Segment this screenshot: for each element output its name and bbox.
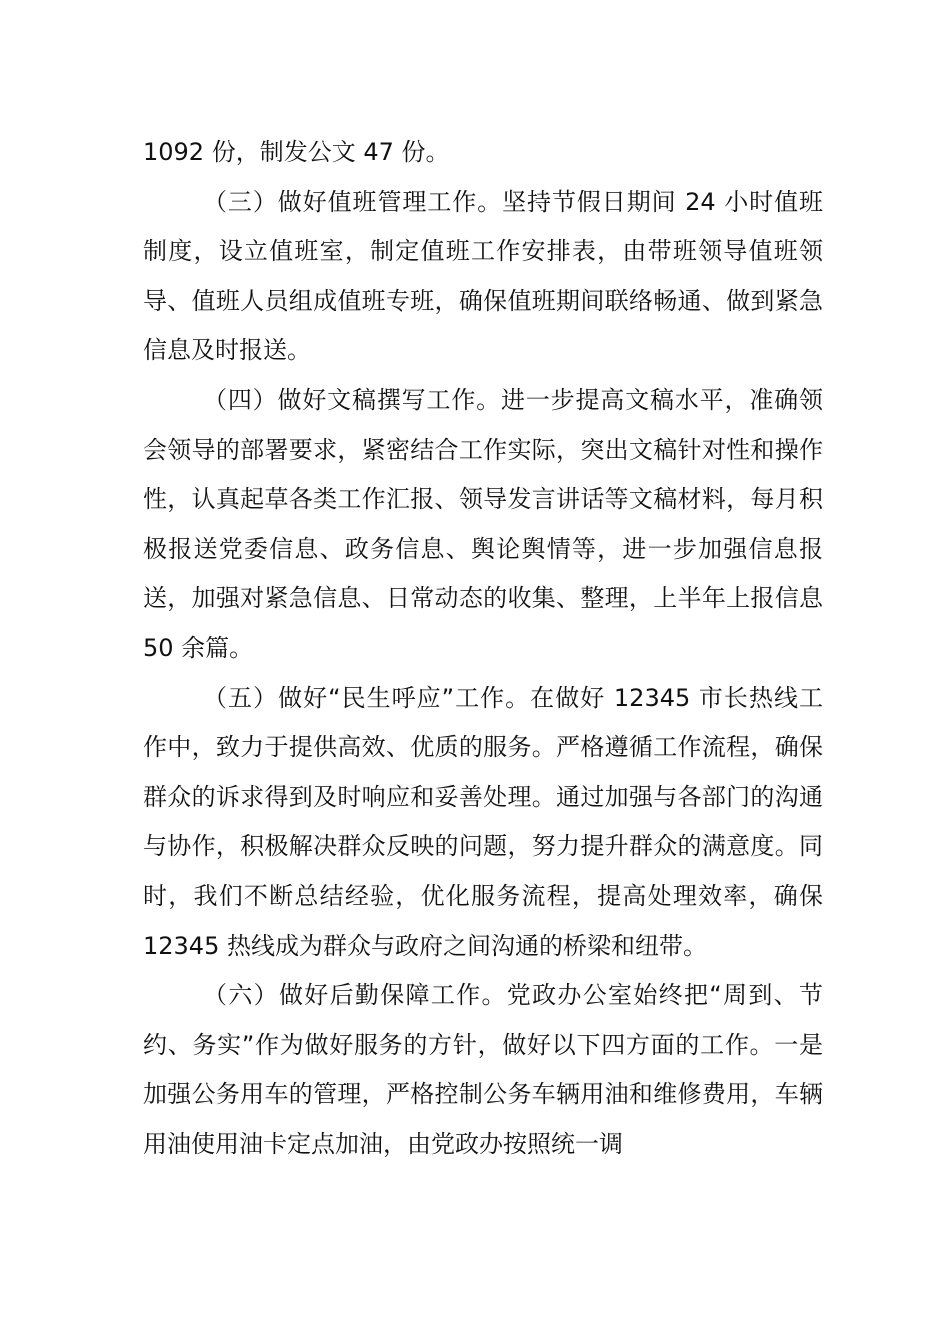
document-body xyxy=(143,128,823,1169)
paragraph-continuation: 1092 份，制发公文 47 份。 xyxy=(143,138,450,166)
paragraph-public-response: （五）做好“民生呼应”工作。在做好 12345 市长热线工作中，致力于提供高效、优质的服务。严格遵循工作流程，确保群众的诉求得到及时响应和妥善处理。通过加强与各部门的沟通与协作，积极解决群众反映的问题，努力提升群众的满意度。同时，我们不断总结经验，优化服务流程，提高处理效率，确保 12345 热线成为群众与政府之间沟通的桥梁和纽带。 xyxy=(143,683,823,960)
paragraph-duty-management: （三）做好值班管理工作。坚持节假日期间 24 小时值班制度，设立值班室，制定值班工作安排表，由带班领导值班领导、值班人员组成值班专班，确保值班期间联络畅通、做到紧急信息及时报送。 xyxy=(143,187,823,365)
paragraph-document-writing: （四）做好文稿撰写工作。进一步提高文稿水平，准确领会领导的部署要求，紧密结合工作实际，突出文稿针对性和操作性，认真起草各类工作汇报、领导发言讲话等文稿材料，每月积极报送党委信息、政务信息、舆论舆情等，进一步加强信息报送，加强对紧急信息、日常动态的收集、整理，上半年上报信息 50 余篇。 xyxy=(143,385,823,662)
paragraph-logistics: （六）做好后勤保障工作。党政办公室始终把“周到、节约、务实”作为做好服务的方针，做好以下四方面的工作。一是加强公务用车的管理，严格控制公务车辆用油和维修费用，车辆用油使用油卡定点加油，由党政办按照统一调 xyxy=(143,981,823,1158)
